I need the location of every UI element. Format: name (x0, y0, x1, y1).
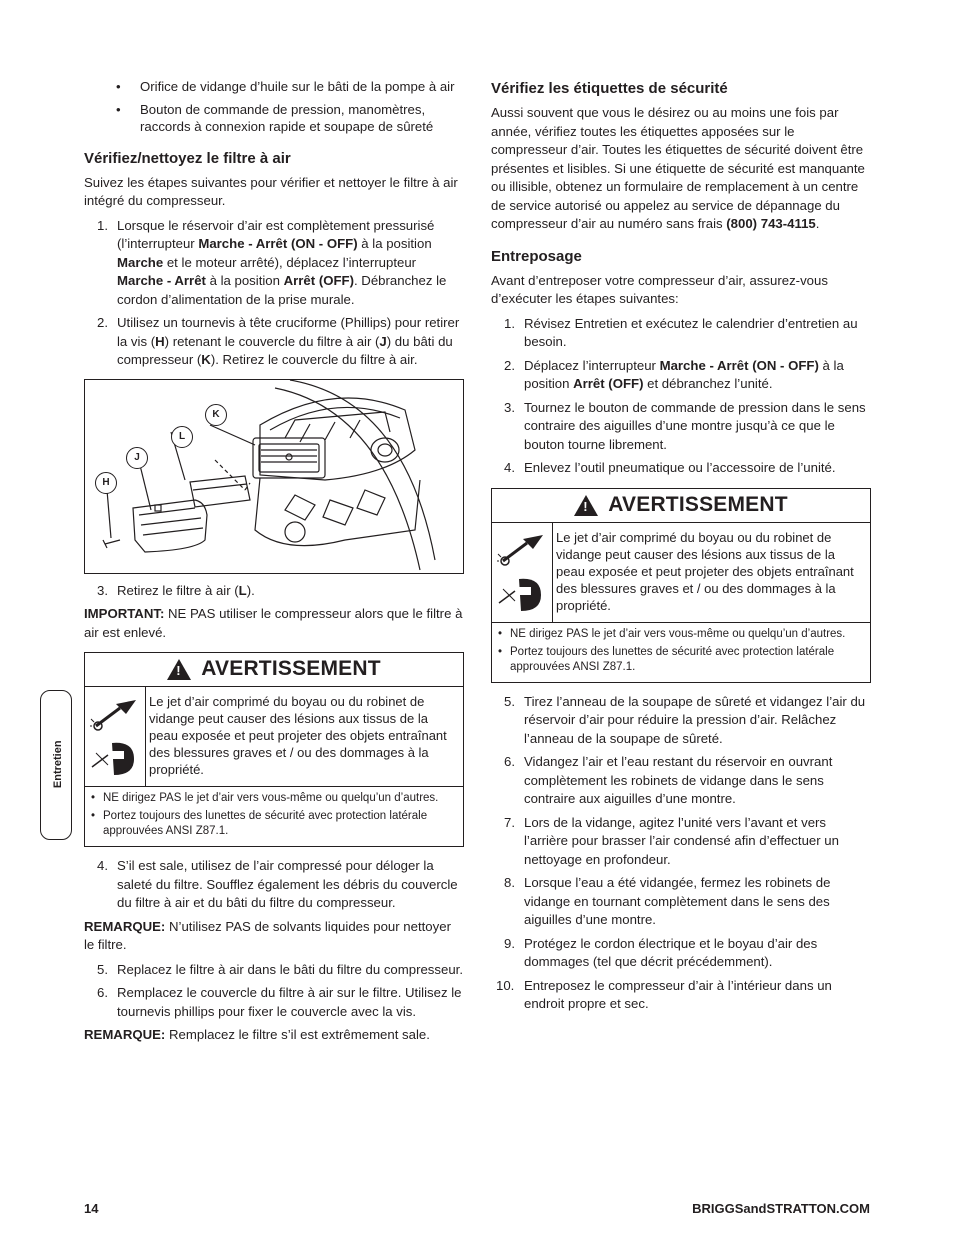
section-tab-label: Entretien (51, 740, 64, 789)
callout-l: L (171, 426, 193, 448)
air-nozzle-icon (90, 696, 140, 732)
warning-body (492, 523, 870, 623)
warning-icons (85, 687, 146, 786)
callout-j: J (126, 447, 148, 469)
storage-step-4: 4. Enlevez l’outil pneumatique ou l’accessoire de l’unité. (504, 460, 836, 475)
storage-step-9: 9. Protégez le cordon électrique et le boyau d’air des dommages (tel que décrit précédemment). (504, 935, 818, 969)
warning-triangle-icon: ! (167, 659, 191, 680)
storage-step-1: 1. Révisez Entretien et exécutez le calendrier d’entretien au besoin. (504, 315, 858, 349)
filter-step-4: 4. S’il est sale, utilisez de l’air compressé pour déloger la saleté du filtre. Soufflez également les débris du couvercle du filtre à air et du bâti du filtre du compresseur. (97, 858, 458, 910)
warning-box-left (84, 652, 464, 847)
filter-intro: Suivez les étapes suivantes pour vérifier et nettoyer le filtre à air intégré du compresseur. (84, 174, 458, 208)
callout-h: H (95, 472, 117, 494)
filter-steps-b (84, 582, 464, 601)
filter-step-3: 3. Retirez le filtre à air (L). (97, 582, 255, 598)
filter-step-2: 2. Utilisez un tournevis à tête cruciforme (Phillips) pour retirer la vis (H) retenant le couvercle du filtre à air (J) du bâti du compresseur (K). Retirez le couvercle du filtre à air. (97, 315, 460, 367)
callout-k: K (205, 404, 227, 426)
air-filter-diagram (84, 379, 464, 574)
list-item: • Bouton de commande de pression, manomètres, raccords à connexion rapide et soupape de sûreté (116, 101, 464, 136)
remark-replace: REMARQUE: Remplacez le filtre s’il est extrêmement sale. (84, 1027, 430, 1042)
storage-intro: Avant d’entreposer votre compresseur d’air, assurez-vous d’exécuter les étapes suivantes: (491, 272, 828, 306)
storage-step-10: 10. Entreposez le compresseur d’air à l’intérieur dans un endroit propre et sec. (496, 977, 832, 1011)
warning-icons (492, 523, 553, 622)
page-number: 14 (84, 1201, 99, 1216)
filter-heading: Vérifiez/nettoyez le filtre à air (84, 149, 291, 167)
left-column (84, 78, 464, 1045)
warning-triangle-icon: ! (574, 495, 598, 516)
warning-header (85, 653, 463, 687)
air-nozzle-icon (497, 531, 547, 567)
inspection-bullet-list (84, 78, 464, 136)
safety-glasses-icon (497, 573, 547, 613)
storage-step-8: 8. Lorsque l’eau a été vidangée, fermez les robinets de vidange en tournant complètement dans le sens des aiguilles d’une montre. (504, 875, 831, 927)
warning-list (85, 787, 463, 846)
right-column (491, 78, 871, 1019)
storage-step-2: 2. Déplacez l’interrupteur Marche - Arrêt (ON - OFF) à la position Arrêt (OFF) et débranchez l’unité. (504, 357, 844, 391)
storage-step-7: 7. Lors de la vidange, agitez l’unité vers l’avant et vers l’arrière pour brasser l’air condensé afin d’effectuer un nettoyage en profondeur. (504, 814, 839, 867)
remark-solvents: REMARQUE: N’utilisez PAS de solvants liquides pour nettoyer le filtre. (84, 918, 451, 952)
warning-list (492, 623, 870, 682)
warning-title: AVERTISSEMENT (608, 492, 788, 516)
storage-step-3: 3. Tournez le bouton de commande de pression dans le sens contraire des aiguilles d’une montre jusqu’à ce que le bouton tourne librement. (504, 399, 866, 452)
filter-steps-a (84, 217, 464, 370)
warning-title: AVERTISSEMENT (201, 657, 381, 681)
storage-step-5: 5. Tirez l’anneau de la soupape de sûreté et vidangez l’air du réservoir d’air pour réduire la pression d’air. Relâchez l’anneau de la soupape de sûreté. (504, 693, 866, 746)
filter-step-1: 1. Lorsque le réservoir d’air est complètement pressurisé (l’interrupteur Marche - Arrêt (ON - OFF) à la position Marche et le moteur arrêté), déplacez l’interrupteur Marche - Arrêt à la position Arrêt (OFF). Débranchez le cordon d’alimentation de la prise murale. (97, 217, 447, 307)
warning-item: • NE dirigez PAS le jet d’air vers vous-même ou quelqu’un d’autres. (89, 791, 459, 806)
storage-steps-b (491, 693, 871, 1014)
warning-text: Le jet d’air comprimé du boyau ou du robinet de vidange peut causer des lésions aux tissus de la peau exposée et peut projeter des objets entraînant des blessures graves et / ou des dommages à la propriété. (556, 529, 854, 613)
labels-text: Aussi souvent que vous le désirez ou au moins une fois par année, vérifiez toutes les étiquettes apposées sur le compresseur d’air. Toutes les étiquettes de sécurité doivent être présentes et lisibles. Si une étiquette de sécurité est manquante ou illisible, obtenez un formulaire de remplacement à un centre de service autorisé ou appelez au service de dépannage du compresseur d’air au numéro sans frais (800) 743-4115. (491, 105, 865, 231)
compressor-filter-illustration (85, 380, 463, 573)
warning-text: Le jet d’air comprimé du boyau ou du robinet de vidange peut causer des lésions aux tissus de la peau exposée et peut projeter des objets entraînant des blessures graves et / ou des dommages à la propriété. (149, 694, 447, 777)
section-tab (40, 690, 72, 840)
filter-steps-d (84, 961, 464, 1022)
storage-steps-a (491, 315, 871, 478)
footer-website: BRIGGSandSTRATTON.COM (692, 1201, 870, 1216)
warning-header (492, 489, 870, 523)
storage-heading: Entreposage (491, 247, 582, 265)
important-note: IMPORTANT: NE PAS utiliser le compresseur alors que le filtre à air est enlevé. (84, 606, 463, 640)
warning-item: • Portez toujours des lunettes de sécurité avec protection latérale approuvées ANSI Z87.1. (89, 809, 459, 839)
phone-number: (800) 743-4115 (726, 216, 816, 231)
filter-step-5: 5. Replacez le filtre à air dans le bâti du filtre du compresseur. (97, 961, 463, 977)
storage-step-6: 6. Vidangez l’air et l’eau restant du réservoir en ouvrant complètement les robinets de vidange dans le sens contraire aux aiguilles d’une montre. (504, 754, 833, 806)
labels-heading: Vérifiez les étiquettes de sécurité (491, 80, 728, 97)
safety-glasses-icon (90, 737, 140, 777)
warning-item: • Portez toujours des lunettes de sécurité avec protection latérale approuvées ANSI Z87.1. (496, 645, 866, 675)
filter-steps-c (84, 857, 464, 913)
warning-body (85, 687, 463, 787)
filter-step-6: 6. Remplacez le couvercle du filtre à air sur le filtre. Utilisez le tournevis phillips pour fixer le couvercle avec la vis. (97, 985, 462, 1019)
warning-item: • NE dirigez PAS le jet d’air vers vous-même ou quelqu’un d’autres. (496, 627, 866, 642)
list-item: • Orifice de vidange d’huile sur le bâti de la pompe à air (116, 78, 464, 96)
warning-box-right (491, 488, 871, 683)
